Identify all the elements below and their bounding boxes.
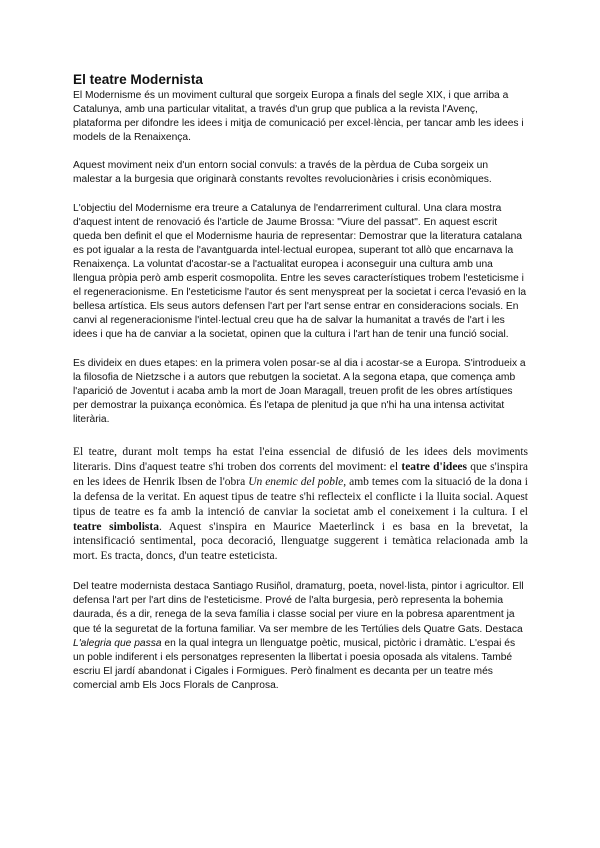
term-teatre-simbolista: teatre simbolista (73, 520, 159, 533)
text-span: en la qual integra un llenguatge poètic, musical, pictòric i dramàtic. L'espai és un poble indiferent i els personatges representen la llibertat i poesia oposada als vitalens. També escriu El jardí abandonat i Cigales i Formigues. Però finalment es decanta per un teatre més comercial amb Els Jocs Florals de Canprosa. (73, 637, 516, 691)
paragraph-objective: L'objectiu del Modernisme era treure a Catalunya de l'endarreriment cultural. Una clara mostra d'aquest intent de renovació és l'article de Jaume Brossa: "Viure del passat". En aquest escrit queda ben definit el que el Modernisme hauria de representar: Demostrar que la literatura catalana es pot igualar a la resta de l'avantguarda intel·lectual europea, superant tot allò que encarnava la Renaixença. La voluntat d'acostar-se a l'actualitat europea i aconseguir una cultura amb una llengua pròpia però amb esperit cosmopolita. Entre les seves característiques trobem l'esteticisme i el regeneracionisme. En l'esteticisme l'autor és sent menyspreat per la societat i cerca l'evasió en la bellesa artística. Els seus autors defensen l'art per l'art sense entrar en consideracions socials. En canvi al regeneracionisme l'intel·lectual creu que ha de salvar la humanitat a través de l'art i les idees i que ha de canviar a la societat, opinen que la cultura i l'art han de tenir una funció social. (73, 202, 527, 341)
term-teatre-idees: teatre d'idees (401, 460, 468, 473)
paragraph-intro: El Modernisme és un moviment cultural que sorgeix Europa a finals del segle XIX, i que arriba a Catalunya, amb una particular vitalitat, a través d'un grup que publica a la revista l'Avenç, plataforma per difondre les idees i mitja de comunicació per excel·lència, per tancar amb les idees i models de la Renaixença. (73, 90, 524, 144)
text-span: El teatre, durant molt temps ha estat l'eina essencial de difusió de les idees dels moviments literaris. Dins d'aquest teatre s'hi troben dos corrents del moviment: el (73, 445, 528, 473)
paragraph-stages: Es divideix en dues etapes: en la primera volen posar-se al dia i acostar-se a Europa. S'introdueix a la filosofia de Nietzsche i a autors que rebutgen la societat. A la segona etapa, que comença amb l'aparició de Joventut i acaba amb la mort de Joan Maragall, treuen profit de les obres artístiques per demostrar la puixança econòmica. És l'etapa de plenitud ja que n'hi ha una intensa activitat literària. (73, 357, 526, 425)
work-title-enemic: Un enemic del poble (248, 475, 344, 488)
text-span: Del teatre modernista destaca Santiago Rusiñol, dramaturg, poeta, novel·lista, pintor i agricultor. Ell defensa l'art per l'art dins de l'esteticisme. Prové de l'alta burgesia, però representa la bohemia daurada, és a dir, renega de la seva família i classe social per viure en la pobresa aparentment ja que té la seguretat de la fortuna familiar. Va ser membre de les Tertúlies dels Quatre Gats. Destaca (73, 581, 524, 635)
paragraph-rusinol (73, 580, 528, 693)
paragraph-theatre (73, 445, 528, 564)
text-span: . Aquest s'inspira en Maurice Maeterlinck i es basa en la brevetat, la intensificació sentimental, poca decoració, llenguatge suggerent i temàtica relacionada amb la mort. Es tracta, doncs, d'un teatre esteticista. (73, 520, 528, 563)
document-page (73, 72, 528, 707)
paragraph-context: Aquest moviment neix d'un entorn social convuls: a través de la pèrdua de Cuba sorgeix un malestar a la burgesia que originarà constants revoltes revolucionàries i crisis econòmiques. (73, 160, 492, 186)
text-span: , amb temes com la situació de la dona i la defensa de la veritat. En aquest tipus de teatre s'hi reflecteix el conflicte i la lluita social. Aquest tipus de teatre es fa amb la intenció de canviar la societat amb el coneixement i la cultura. I el (73, 475, 529, 518)
page-title: El teatre Modernista (73, 72, 203, 87)
text-span: que s'inspira en les idees de Henrik Ibsen de l'obra (73, 460, 528, 488)
work-title-alegria: L'alegria que passa (73, 637, 162, 649)
